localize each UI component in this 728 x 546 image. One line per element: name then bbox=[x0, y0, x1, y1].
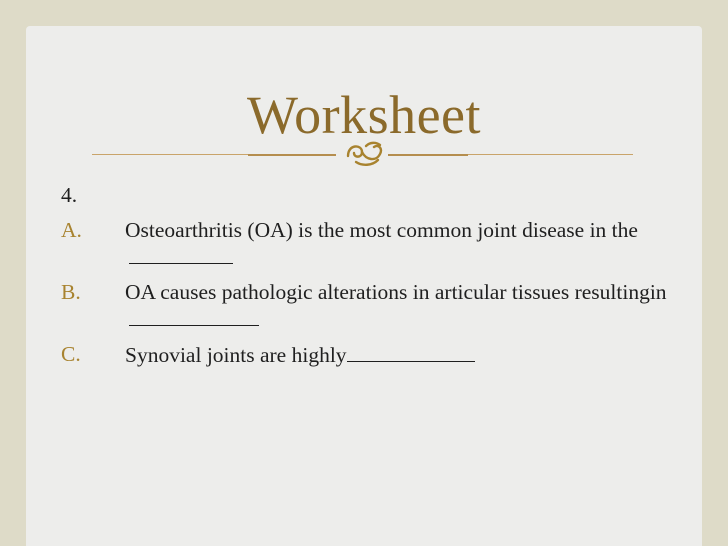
divider-accent-right bbox=[388, 154, 468, 156]
answer-blank bbox=[129, 243, 233, 264]
item-text-content: Synovial joints are highly bbox=[125, 343, 347, 367]
item-text bbox=[125, 341, 701, 368]
item-text-content: Osteoarthritis (OA) is the most common joint disease in the bbox=[125, 218, 638, 242]
item-marker: B. bbox=[61, 280, 81, 304]
item-text bbox=[125, 217, 701, 270]
answer-blank bbox=[347, 341, 475, 362]
list-item bbox=[61, 341, 701, 368]
item-text bbox=[125, 279, 701, 332]
slide-title: Worksheet bbox=[246, 85, 482, 145]
divider-accent-left bbox=[248, 154, 336, 156]
answer-blank bbox=[129, 305, 259, 326]
item-marker: A. bbox=[61, 218, 82, 242]
worksheet-content bbox=[61, 182, 701, 368]
item-marker: C. bbox=[61, 342, 81, 366]
flourish-icon bbox=[342, 138, 386, 168]
question-number: 4. bbox=[61, 183, 78, 207]
list-item bbox=[61, 217, 701, 270]
item-text-content: OA causes pathologic alterations in articular tissues resultingin bbox=[125, 280, 667, 304]
slide bbox=[26, 26, 702, 546]
list-item bbox=[61, 279, 701, 332]
